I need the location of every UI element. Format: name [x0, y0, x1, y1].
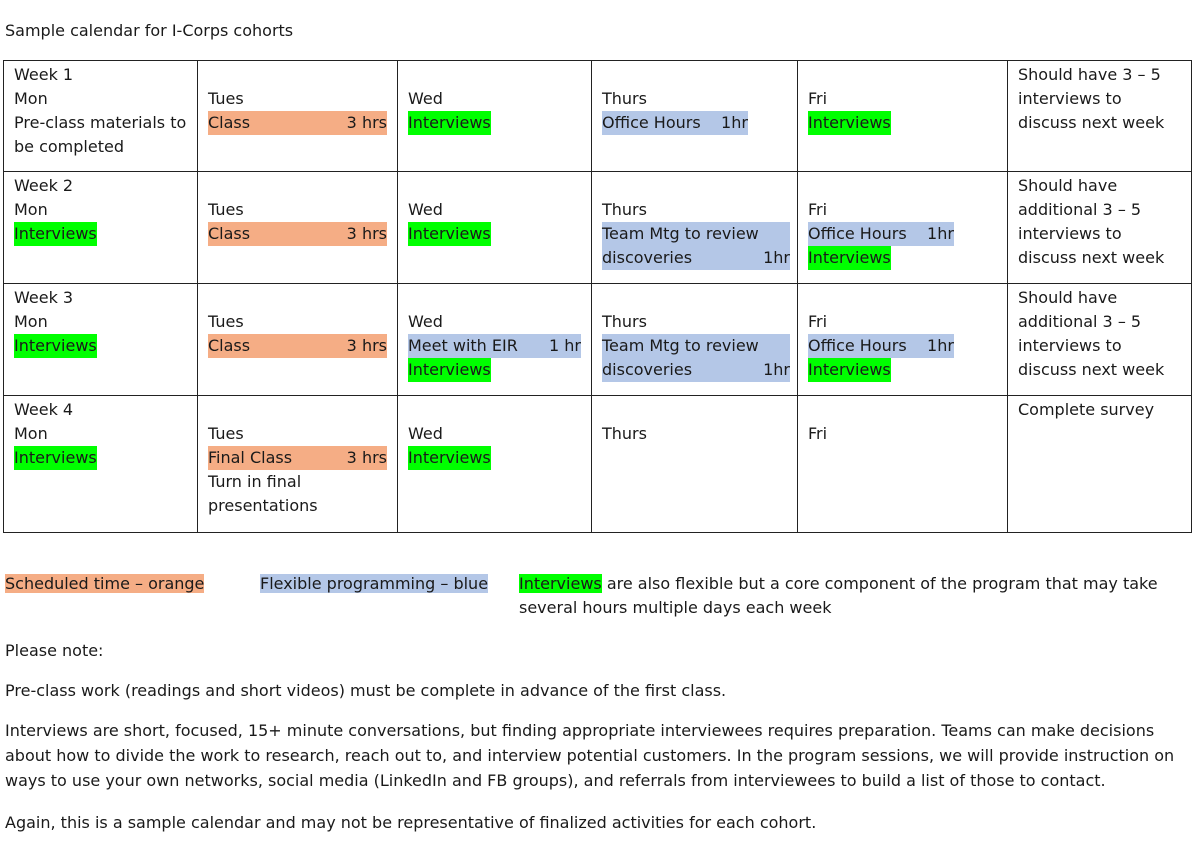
class-block — [208, 222, 387, 246]
week-note: Complete survey — [1018, 400, 1155, 419]
team-meeting-duration: 1hr — [763, 360, 790, 379]
notes-paragraph-2: Interviews are short, focused, 15+ minute conversations, but finding appropriate interviewees requires preparation. Teams can make decisions about how to divide the work to research, reach out to, and interview potential customers. In the program sessions, we will provide instruction on ways to use your own networks, social media (LinkedIn and FB groups), and referrals from interviewees to build a list of those to contact. — [5, 721, 1175, 790]
day-label: Wed — [408, 89, 443, 108]
friday-cell — [798, 172, 1008, 284]
turn-in-text: Turn in final presentations — [208, 472, 318, 515]
class-duration: 3 hrs — [346, 224, 387, 243]
week-note: Should have additional 3 – 5 interviews to discuss next week — [1018, 176, 1165, 267]
day-label: Thurs — [602, 200, 647, 219]
interviews-block: Interviews — [408, 111, 491, 135]
day-label: Mon — [14, 312, 48, 331]
wednesday-cell — [398, 61, 592, 172]
pre-class-text: Pre-class materials to be completed — [14, 113, 187, 156]
page-title: Sample calendar for I-Corps cohorts — [5, 21, 294, 40]
team-meeting-block — [602, 222, 790, 270]
day-label: Tues — [208, 89, 244, 108]
week-note: Should have additional 3 – 5 interviews to discuss next week — [1018, 288, 1165, 379]
tuesday-cell — [198, 61, 398, 172]
office-hours-duration: 1hr — [721, 113, 748, 132]
legend-scheduled-label: Scheduled time – orange — [5, 574, 205, 593]
day-label: Mon — [14, 89, 48, 108]
notes-paragraph-3: Again, this is a sample calendar and may not be representative of finalized activities for each cohort. — [5, 813, 817, 832]
final-class-label: Final Class — [208, 448, 293, 467]
day-label: Fri — [808, 89, 828, 108]
notes-paragraph-1: Pre-class work (readings and short videos) must be complete in advance of the first class. — [5, 681, 727, 700]
office-hours-block — [602, 111, 748, 135]
interviews-block: Interviews — [14, 222, 97, 246]
note-cell — [1008, 172, 1192, 284]
final-class-block — [208, 446, 387, 470]
day-label: Thurs — [602, 89, 647, 108]
class-label: Class — [208, 336, 251, 355]
week-row — [4, 396, 1192, 533]
week-label: Week 1 — [14, 65, 74, 84]
legend-scheduled — [5, 572, 204, 596]
day-label: Mon — [14, 424, 48, 443]
interviews-block: Interviews — [408, 446, 491, 470]
week-row — [4, 61, 1192, 172]
interviews-block: Interviews — [408, 358, 491, 382]
monday-cell — [4, 61, 198, 172]
class-duration: 3 hrs — [346, 113, 387, 132]
week-row — [4, 172, 1192, 284]
wednesday-cell — [398, 172, 592, 284]
monday-cell — [4, 396, 198, 533]
thursday-cell — [592, 172, 798, 284]
office-hours-label: Office Hours — [602, 113, 701, 132]
monday-cell — [4, 284, 198, 396]
interviews-block: Interviews — [408, 222, 491, 246]
friday-cell — [798, 284, 1008, 396]
interviews-block: Interviews — [808, 111, 891, 135]
note-cell — [1008, 284, 1192, 396]
thursday-cell — [592, 61, 798, 172]
class-duration: 3 hrs — [346, 336, 387, 355]
notes-heading: Please note: — [5, 641, 104, 660]
day-label: Tues — [208, 200, 244, 219]
week-label: Week 3 — [14, 288, 74, 307]
day-label: Wed — [408, 312, 443, 331]
interviews-block: Interviews — [808, 246, 891, 270]
wednesday-cell — [398, 396, 592, 533]
class-label: Class — [208, 113, 251, 132]
week-note: Should have 3 – 5 interviews to discuss next week — [1018, 65, 1165, 132]
tuesday-cell — [198, 172, 398, 284]
day-label: Wed — [408, 424, 443, 443]
class-block — [208, 111, 387, 135]
legend-flexible-label: Flexible programming – blue — [260, 574, 489, 593]
day-label: Fri — [808, 312, 828, 331]
friday-cell — [798, 396, 1008, 533]
tuesday-cell — [198, 396, 398, 533]
day-label: Fri — [808, 200, 828, 219]
class-label: Class — [208, 224, 251, 243]
note-cell — [1008, 396, 1192, 533]
note-cell — [1008, 61, 1192, 172]
tuesday-cell — [198, 284, 398, 396]
day-label: Tues — [208, 424, 244, 443]
interviews-block: Interviews — [808, 358, 891, 382]
team-meeting-label-2: discoveries — [602, 360, 693, 379]
class-block — [208, 334, 387, 358]
legend-interviews-text: are also flexible but a core component of the program that may take several hours multiple days each week — [519, 574, 1158, 617]
day-label: Thurs — [602, 424, 647, 443]
day-label: Thurs — [602, 312, 647, 331]
team-meeting-label-2: discoveries — [602, 248, 693, 267]
office-hours-duration: 1hr — [927, 224, 954, 243]
legend-flexible — [260, 572, 488, 596]
team-meeting-duration: 1hr — [763, 248, 790, 267]
interviews-block: Interviews — [14, 334, 97, 358]
office-hours-label: Office Hours — [808, 224, 907, 243]
day-label: Tues — [208, 312, 244, 331]
office-hours-label: Office Hours — [808, 336, 907, 355]
wednesday-cell — [398, 284, 592, 396]
legend-interviews-word: Interviews — [519, 574, 602, 593]
calendar-table — [3, 60, 1192, 533]
friday-cell — [798, 61, 1008, 172]
legend-interviews — [519, 572, 1179, 620]
eir-meeting-block — [408, 334, 581, 358]
week-label: Week 2 — [14, 176, 74, 195]
thursday-cell — [592, 284, 798, 396]
team-meeting-label: Team Mtg to review — [602, 336, 759, 355]
day-label: Mon — [14, 200, 48, 219]
final-class-duration: 3 hrs — [346, 448, 387, 467]
office-hours-block — [808, 334, 954, 358]
office-hours-block — [808, 222, 954, 246]
eir-meeting-duration: 1 hr — [549, 336, 581, 355]
eir-meeting-label: Meet with EIR — [408, 336, 518, 355]
week-row — [4, 284, 1192, 396]
week-label: Week 4 — [14, 400, 74, 419]
team-meeting-block — [602, 334, 790, 382]
day-label: Wed — [408, 200, 443, 219]
interviews-block: Interviews — [14, 446, 97, 470]
team-meeting-label: Team Mtg to review — [602, 224, 759, 243]
day-label: Fri — [808, 424, 828, 443]
thursday-cell — [592, 396, 798, 533]
monday-cell — [4, 172, 198, 284]
office-hours-duration: 1hr — [927, 336, 954, 355]
